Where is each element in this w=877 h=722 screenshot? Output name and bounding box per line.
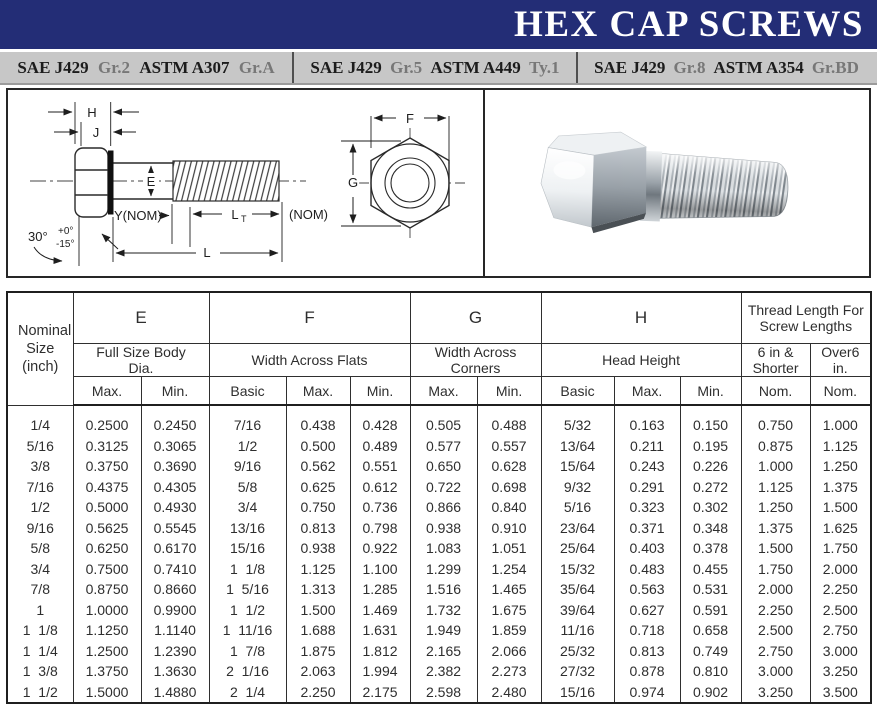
dimension-value-cell: 0.150	[680, 405, 741, 436]
dimension-value-cell: 0.3750	[73, 456, 141, 477]
dimension-value-cell: 0.750	[741, 405, 810, 436]
dimension-value-cell: 1.125	[286, 559, 350, 580]
dimension-value-cell: 9/16	[209, 456, 286, 477]
dimension-value-cell: 1.750	[741, 559, 810, 580]
table-row	[7, 600, 871, 621]
dimension-value-cell: 1 1/8	[209, 559, 286, 580]
dimension-value-cell: 0.750	[286, 497, 350, 518]
dimension-value-cell: 3.000	[810, 641, 871, 662]
dimension-value-cell: 7/16	[209, 405, 286, 436]
dimension-value-cell: 2.598	[410, 682, 477, 704]
nominal-size-cell: 1 1/8	[7, 620, 73, 641]
standard-spec: SAE J429	[594, 57, 666, 77]
nominal-size-cell: 9/16	[7, 518, 73, 539]
nominal-size-cell: 7/8	[7, 579, 73, 600]
dimension-value-cell: 23/64	[541, 518, 614, 539]
dimension-value-cell: 1.875	[286, 641, 350, 662]
nominal-size-cell: 1/4	[7, 405, 73, 436]
dimension-value-cell: 0.291	[614, 477, 680, 498]
dimension-value-cell: 1.688	[286, 620, 350, 641]
title-banner	[0, 0, 877, 49]
dimension-value-cell: 0.902	[680, 682, 741, 704]
dimension-value-cell: 0.4375	[73, 477, 141, 498]
dimension-value-cell: 0.875	[741, 436, 810, 457]
dimension-value-cell: 0.4930	[141, 497, 209, 518]
dimension-value-cell: 27/32	[541, 661, 614, 682]
header-line: (inch)	[22, 358, 59, 375]
dimension-value-cell: 5/8	[209, 477, 286, 498]
dimension-value-cell: 0.591	[680, 600, 741, 621]
col-subheader-6in-shorter: 6 in & Shorter	[741, 344, 810, 377]
dimension-value-cell: 1.500	[286, 600, 350, 621]
dimension-value-cell: 39/64	[541, 600, 614, 621]
dimension-value-cell: 0.562	[286, 456, 350, 477]
dim-label-across-flats: F	[406, 111, 414, 126]
dimension-value-cell: 2.063	[286, 661, 350, 682]
dimension-value-cell: 1.125	[810, 436, 871, 457]
table-row	[7, 456, 871, 477]
dimension-value-cell: 0.531	[680, 579, 741, 600]
dimension-value-cell: 1.732	[410, 600, 477, 621]
nominal-size-cell: 1 1/4	[7, 641, 73, 662]
dim-label-across-corners: G	[347, 175, 359, 190]
dimension-value-cell: 1.469	[350, 600, 410, 621]
dimension-value-cell: 0.840	[477, 497, 541, 518]
dimension-value-cell: 1.859	[477, 620, 541, 641]
table-row	[7, 538, 871, 559]
dimension-value-cell: 0.3065	[141, 436, 209, 457]
dimension-value-cell: 2.165	[410, 641, 477, 662]
col-label: Min.	[477, 377, 541, 406]
nominal-size-cell: 1 3/8	[7, 661, 73, 682]
dim-label-angle-tol-plus: +0°	[58, 226, 74, 237]
dimension-value-cell: 3/4	[209, 497, 286, 518]
col-label: Max.	[410, 377, 477, 406]
dim-label-head-height: H	[87, 105, 97, 120]
dimension-value-cell: 0.551	[350, 456, 410, 477]
standards-group-grade5	[292, 52, 576, 83]
dimension-value-cell: 1.375	[810, 477, 871, 498]
dimension-value-cell: 0.8750	[73, 579, 141, 600]
dimension-value-cell: 0.403	[614, 538, 680, 559]
dimension-value-cell: 1/2	[209, 436, 286, 457]
dimension-value-cell: 0.163	[614, 405, 680, 436]
dimension-value-cell: 0.7410	[141, 559, 209, 580]
dimension-value-cell: 2 1/4	[209, 682, 286, 704]
dimension-value-cell: 1.625	[810, 518, 871, 539]
dimension-value-cell: 0.718	[614, 620, 680, 641]
col-group-h: H	[541, 292, 741, 344]
table-row	[7, 641, 871, 662]
col-group-g: G	[410, 292, 541, 344]
dimension-value-cell: 1 1/2	[209, 600, 286, 621]
dimension-value-cell: 2.500	[741, 620, 810, 641]
dimension-drawing	[8, 90, 483, 276]
col-label: Max.	[614, 377, 680, 406]
dimension-value-cell: 0.2500	[73, 405, 141, 436]
col-label: Basic	[541, 377, 614, 406]
nominal-size-cell: 3/8	[7, 456, 73, 477]
dimension-value-cell: 2.750	[741, 641, 810, 662]
dimension-value-cell: 1.500	[810, 497, 871, 518]
col-label: Max.	[286, 377, 350, 406]
col-group-f: F	[209, 292, 410, 344]
col-subheader-over-6in: Over6 in.	[810, 344, 871, 377]
table-row	[7, 405, 871, 436]
dimension-value-cell: 2.250	[286, 682, 350, 704]
dimension-value-cell: 0.8660	[141, 579, 209, 600]
dimension-value-cell: 0.938	[286, 538, 350, 559]
dimension-value-cell: 2.500	[810, 600, 871, 621]
table-row	[7, 477, 871, 498]
dimension-value-cell: 2.175	[350, 682, 410, 704]
dimension-value-cell: 1.949	[410, 620, 477, 641]
nominal-size-cell: 5/16	[7, 436, 73, 457]
dimension-value-cell: 0.813	[286, 518, 350, 539]
dimension-value-cell: 0.612	[350, 477, 410, 498]
dimension-value-cell: 5/32	[541, 405, 614, 436]
dimension-value-cell: 1.3750	[73, 661, 141, 682]
side-view-outline	[30, 148, 306, 217]
page-title: HEX CAP SCREWS	[514, 4, 864, 45]
dimension-value-cell: 1.285	[350, 579, 410, 600]
dimension-value-cell: 35/64	[541, 579, 614, 600]
table-row	[7, 620, 871, 641]
dimension-value-cell: 0.749	[680, 641, 741, 662]
dimension-value-cell: 1.250	[741, 497, 810, 518]
dimension-value-cell: 1 7/8	[209, 641, 286, 662]
dimension-value-cell: 0.625	[286, 477, 350, 498]
dimension-value-cell: 0.500	[286, 436, 350, 457]
dimension-value-cell: 1.1250	[73, 620, 141, 641]
dimension-value-cell: 1.5000	[73, 682, 141, 704]
dimension-value-cell: 1.250	[810, 456, 871, 477]
standard-spec: SAE J429	[310, 57, 382, 77]
dimension-value-cell: 2.000	[741, 579, 810, 600]
dimension-value-cell: 1 5/16	[209, 579, 286, 600]
dimension-value-cell: 0.211	[614, 436, 680, 457]
dimension-value-cell: 1.299	[410, 559, 477, 580]
dimension-value-cell: 0.650	[410, 456, 477, 477]
dimension-value-cell: 0.866	[410, 497, 477, 518]
nominal-size-cell: 1 1/2	[7, 682, 73, 704]
col-label: Max.	[73, 377, 141, 406]
dimension-value-cell: 15/16	[541, 682, 614, 704]
dimension-value-cell: 1 11/16	[209, 620, 286, 641]
dimension-value-cell: 0.371	[614, 518, 680, 539]
dim-label-overall-length: L	[203, 245, 211, 260]
dimension-value-cell: 0.455	[680, 559, 741, 580]
dimension-value-cell: 1.083	[410, 538, 477, 559]
col-subheader-across-corners: Width Across Corners	[410, 344, 541, 377]
dim-label-runout: Y(NOM)	[114, 208, 162, 223]
dimension-value-cell: 1.000	[810, 405, 871, 436]
dimension-value-cell: 0.323	[614, 497, 680, 518]
header-line: Size	[26, 340, 55, 357]
dimension-value-cell: 0.3690	[141, 456, 209, 477]
header-line: Nominal	[18, 322, 72, 339]
dimension-value-cell: 2.066	[477, 641, 541, 662]
dimension-value-cell: 3.250	[810, 661, 871, 682]
dimension-value-cell: 0.736	[350, 497, 410, 518]
screw-photo-group	[539, 129, 789, 240]
table-row	[7, 661, 871, 682]
dimensions-table	[6, 291, 872, 704]
standard-grade: Gr.8	[673, 57, 706, 77]
dimension-value-cell: 9/32	[541, 477, 614, 498]
dimension-value-cell: 1.750	[810, 538, 871, 559]
dimension-value-cell: 0.428	[350, 405, 410, 436]
dim-label-thread-length-sub: T	[241, 214, 247, 224]
technical-drawing	[8, 90, 485, 276]
dimension-value-cell: 0.922	[350, 538, 410, 559]
dimension-value-cell: 13/64	[541, 436, 614, 457]
dimension-value-cell: 0.4305	[141, 477, 209, 498]
dimension-value-cell: 1.051	[477, 538, 541, 559]
dimension-value-cell: 2.480	[477, 682, 541, 704]
standard-grade: Gr.2	[98, 57, 130, 77]
col-label: Min.	[141, 377, 209, 406]
col-label: Nom.	[741, 377, 810, 406]
standard-grade: Ty.1	[529, 57, 560, 77]
col-label: Min.	[680, 377, 741, 406]
dimension-value-cell: 15/16	[209, 538, 286, 559]
dimension-value-cell: 0.5625	[73, 518, 141, 539]
dimension-value-cell: 25/32	[541, 641, 614, 662]
nominal-size-cell: 1/2	[7, 497, 73, 518]
figure-box	[6, 88, 871, 278]
standard-grade: Gr.5	[390, 57, 423, 77]
dimension-value-cell: 3.000	[741, 661, 810, 682]
standard-spec: ASTM A449	[430, 57, 521, 77]
nominal-size-cell: 7/16	[7, 477, 73, 498]
dimension-value-cell: 2.250	[810, 579, 871, 600]
dimension-value-cell: 0.489	[350, 436, 410, 457]
dim-label-j: J	[92, 125, 100, 140]
dimension-value-cell: 0.627	[614, 600, 680, 621]
dimension-value-cell: 0.272	[680, 477, 741, 498]
dimension-value-cell: 1.000	[741, 456, 810, 477]
dimension-value-cell: 2.250	[741, 600, 810, 621]
col-subheader-across-flats: Width Across Flats	[209, 344, 410, 377]
dimension-value-cell: 0.3125	[73, 436, 141, 457]
dimension-value-cell: 0.488	[477, 405, 541, 436]
col-group-thread-length: Thread Length For Screw Lengths	[741, 292, 871, 344]
dimension-value-cell: 0.722	[410, 477, 477, 498]
dimension-value-cell: 2 1/16	[209, 661, 286, 682]
nominal-size-cell: 3/4	[7, 559, 73, 580]
dimension-value-cell: 1.3630	[141, 661, 209, 682]
table-row	[7, 436, 871, 457]
dimension-value-cell: 0.563	[614, 579, 680, 600]
col-label: Nom.	[810, 377, 871, 406]
dimension-value-cell: 15/32	[541, 559, 614, 580]
dimension-value-cell: 0.505	[410, 405, 477, 436]
dimension-value-cell: 0.243	[614, 456, 680, 477]
dimension-value-cell: 0.9900	[141, 600, 209, 621]
dimension-value-cell: 1.4880	[141, 682, 209, 704]
dimension-value-cell: 2.750	[810, 620, 871, 641]
dimension-value-cell: 1.125	[741, 477, 810, 498]
dimension-value-cell: 13/16	[209, 518, 286, 539]
dim-label-nom: (NOM)	[289, 207, 328, 222]
dimension-value-cell: 1.2500	[73, 641, 141, 662]
dimension-value-cell: 25/64	[541, 538, 614, 559]
dimension-value-cell: 0.7500	[73, 559, 141, 580]
dimension-value-cell: 0.658	[680, 620, 741, 641]
dimension-value-cell: 0.302	[680, 497, 741, 518]
dimension-value-cell: 0.195	[680, 436, 741, 457]
col-label: Min.	[350, 377, 410, 406]
dimension-value-cell: 0.810	[680, 661, 741, 682]
dim-label-body-dia: E	[146, 174, 156, 189]
dimension-value-cell: 1.100	[350, 559, 410, 580]
dimension-value-cell: 1.631	[350, 620, 410, 641]
standards-group-grade2	[0, 52, 292, 83]
table-row	[7, 497, 871, 518]
dim-label-angle-tol-minus: -15°	[56, 239, 75, 250]
dimension-value-cell: 5/16	[541, 497, 614, 518]
col-subheader-head-height: Head Height	[541, 344, 741, 377]
standard-spec: ASTM A307	[139, 57, 230, 77]
dimension-value-cell: 3.500	[810, 682, 871, 704]
standards-bar	[0, 52, 877, 85]
standard-spec: ASTM A354	[713, 57, 804, 77]
dimension-value-cell: 0.483	[614, 559, 680, 580]
table-row	[7, 579, 871, 600]
dimension-value-cell: 1.1140	[141, 620, 209, 641]
dimension-value-cell: 1.375	[741, 518, 810, 539]
dimension-value-cell: 1.500	[741, 538, 810, 559]
dimension-value-cell: 1.516	[410, 579, 477, 600]
dimension-value-cell: 2.382	[410, 661, 477, 682]
standard-grade: Gr.BD	[811, 57, 859, 77]
standards-group-grade8	[576, 52, 875, 83]
col-header-nominal-size	[7, 292, 73, 405]
dimension-value-cell: 1.675	[477, 600, 541, 621]
table-header	[7, 292, 871, 405]
end-view-outline	[355, 128, 465, 238]
product-photo	[485, 90, 869, 276]
dimension-value-cell: 2.273	[477, 661, 541, 682]
dimension-value-cell: 0.2450	[141, 405, 209, 436]
dimension-value-cell: 1.465	[477, 579, 541, 600]
table-body	[7, 405, 871, 703]
table-row	[7, 682, 871, 704]
dimension-value-cell: 0.974	[614, 682, 680, 704]
dimension-value-cell: 0.938	[410, 518, 477, 539]
dimension-value-cell: 0.226	[680, 456, 741, 477]
dimension-value-cell: 2.000	[810, 559, 871, 580]
dimension-value-cell: 0.6250	[73, 538, 141, 559]
dimension-value-cell: 0.628	[477, 456, 541, 477]
dimension-value-cell: 1.254	[477, 559, 541, 580]
dimension-value-cell: 1.812	[350, 641, 410, 662]
dimension-value-cell: 0.6170	[141, 538, 209, 559]
dimension-value-cell: 11/16	[541, 620, 614, 641]
dimension-value-cell: 0.798	[350, 518, 410, 539]
dimension-value-cell: 0.557	[477, 436, 541, 457]
nominal-size-cell: 5/8	[7, 538, 73, 559]
dimension-value-cell: 0.5000	[73, 497, 141, 518]
dimension-value-cell: 0.910	[477, 518, 541, 539]
nominal-size-cell: 1	[7, 600, 73, 621]
dim-label-thread-length: L	[231, 207, 239, 222]
dimension-value-cell: 0.348	[680, 518, 741, 539]
table-row	[7, 518, 871, 539]
col-group-e: E	[73, 292, 209, 344]
hex-cap-screw-photo	[485, 90, 869, 276]
dimension-value-cell: 1.994	[350, 661, 410, 682]
col-subheader-body-dia: Full Size Body Dia.	[73, 344, 209, 377]
standard-grade: Gr.A	[238, 57, 275, 77]
dimension-value-cell: 1.2390	[141, 641, 209, 662]
dimension-value-cell: 0.5545	[141, 518, 209, 539]
dimension-value-cell: 0.378	[680, 538, 741, 559]
dim-label-angle: 30°	[28, 229, 48, 244]
col-label: Basic	[209, 377, 286, 406]
dimension-value-cell: 0.438	[286, 405, 350, 436]
dimension-value-cell: 0.698	[477, 477, 541, 498]
dimension-value-cell: 15/64	[541, 456, 614, 477]
standard-spec: SAE J429	[17, 57, 89, 77]
dimension-value-cell: 1.313	[286, 579, 350, 600]
dimension-value-cell: 0.878	[614, 661, 680, 682]
dimension-value-cell: 0.577	[410, 436, 477, 457]
dimension-value-cell: 3.250	[741, 682, 810, 704]
table-row	[7, 559, 871, 580]
dimension-value-cell: 0.813	[614, 641, 680, 662]
dimension-value-cell: 1.0000	[73, 600, 141, 621]
